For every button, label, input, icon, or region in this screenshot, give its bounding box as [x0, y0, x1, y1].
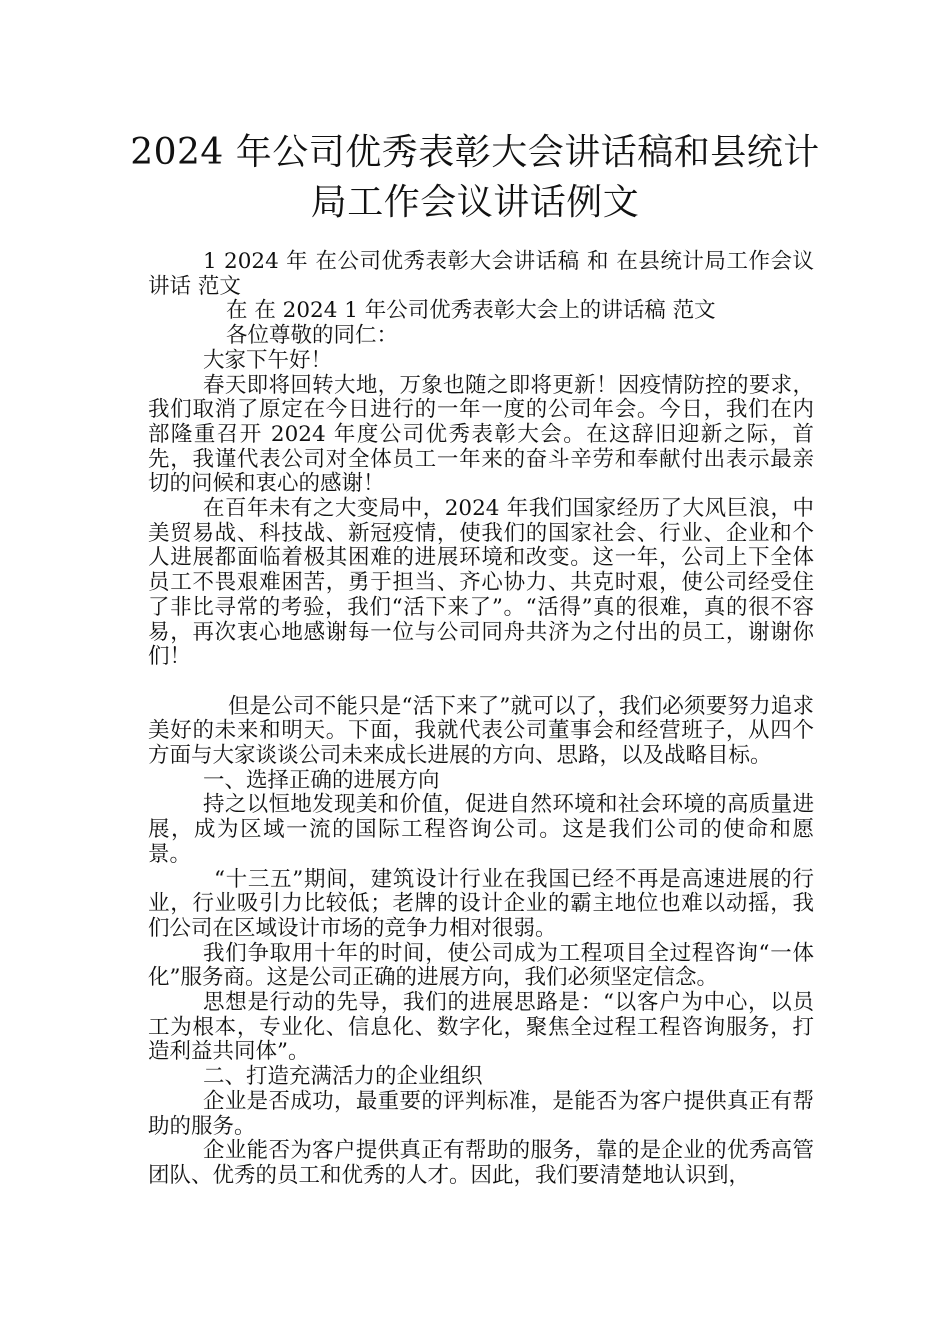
document-title — [100, 128, 850, 228]
document-body — [148, 250, 814, 1189]
body-paragraph: 企业是否成功，最重要的评判标准，是能否为客户提供真正有帮助的服务。 — [148, 1088, 814, 1139]
body-paragraph: “十三五”期间，建筑设计行业在我国已经不再是高速进展的行业，行业吸引力比较低；老牌的设计企业的霸主地位也难以动摇，我们公司在区域设计市场的竞争力相对很弱。 — [148, 866, 814, 941]
document-title-line-1: 2024 年公司优秀表彰大会讲话稿和县统计 — [130, 132, 820, 173]
greeting: 大家下午好！ — [203, 347, 333, 373]
body-paragraph: 思想是行动的先导，我们的进展思路是：“以客户为中心，以员工为根本，专业化、信息化、数字化，聚焦全过程工程咨询服务，打造利益共同体”。 — [148, 990, 814, 1065]
blank-line — [148, 670, 814, 695]
section-heading: 二、打造充满活力的企业组织 — [203, 1064, 483, 1090]
intro-paragraph: 1 2024 年 在公司优秀表彰大会讲话稿 和 在县统计局工作会议讲话 范文 — [148, 249, 814, 299]
body-paragraph: 我们争取用十年的时间，使公司成为工程项目全过程咨询“一体化”服务商。这是公司正确的进展方向，我们必须坚定信念。 — [148, 940, 814, 991]
body-paragraph: 持之以恒地发现美和价值，促进自然环境和社会环境的高质量进展，成为区域一流的国际工程咨询公司。这是我们公司的使命和愿景。 — [148, 792, 814, 867]
body-paragraph: 企业能否为客户提供真正有帮助的服务，靠的是企业的优秀高管团队、优秀的员工和优秀的人才。因此，我们要清楚地认识到， — [148, 1138, 814, 1188]
document-title-line-2: 局工作会议讲话例文 — [310, 182, 640, 223]
body-paragraph: 在百年未有之大变局中，2024 年我们国家经历了大风巨浪，中美贸易战、科技战、新冠疫情，使我们的国家社会、行业、企业和个人进展都面临着极其困难的进展环境和改变。这一年，公司上下全体员工不畏艰难困苦，勇于担当、齐心协力、共克时艰，使公司经受住了非比寻常的考验，我们“活下来了”。“活得”真的很难，真的很不容易，再次衷心地感谢每一位与公司同舟共济为之付出的员工，谢谢你们！ — [148, 496, 814, 670]
salutation: 各位尊敬的同仁： — [226, 323, 399, 349]
speech-heading: 在 在 2024 1 年公司优秀表彰大会上的讲话稿 范文 — [226, 298, 716, 324]
body-paragraph: 春天即将回转大地，万象也随之即将更新！因疫情防控的要求，我们取消了原定在今日进行的一年一度的公司年会。今日，我们在内部隆重召开 2024 年度公司优秀表彰大会。在这辞旧迎新之际，首先，我谨代表公司对全体员工一年来的奋斗辛劳和奉献付出表示最亲切的问候和衷心的感谢！ — [148, 372, 814, 497]
body-paragraph: 但是公司不能只是“活下来了”就可以了，我们必须要努力追求美好的未来和明天。下面，我就代表公司董事会和经营班子，从四个方面与大家谈谈公司未来成长进展的方向、思路，以及战略目标。 — [148, 693, 814, 769]
section-heading: 一、选择正确的进展方向 — [203, 767, 440, 793]
